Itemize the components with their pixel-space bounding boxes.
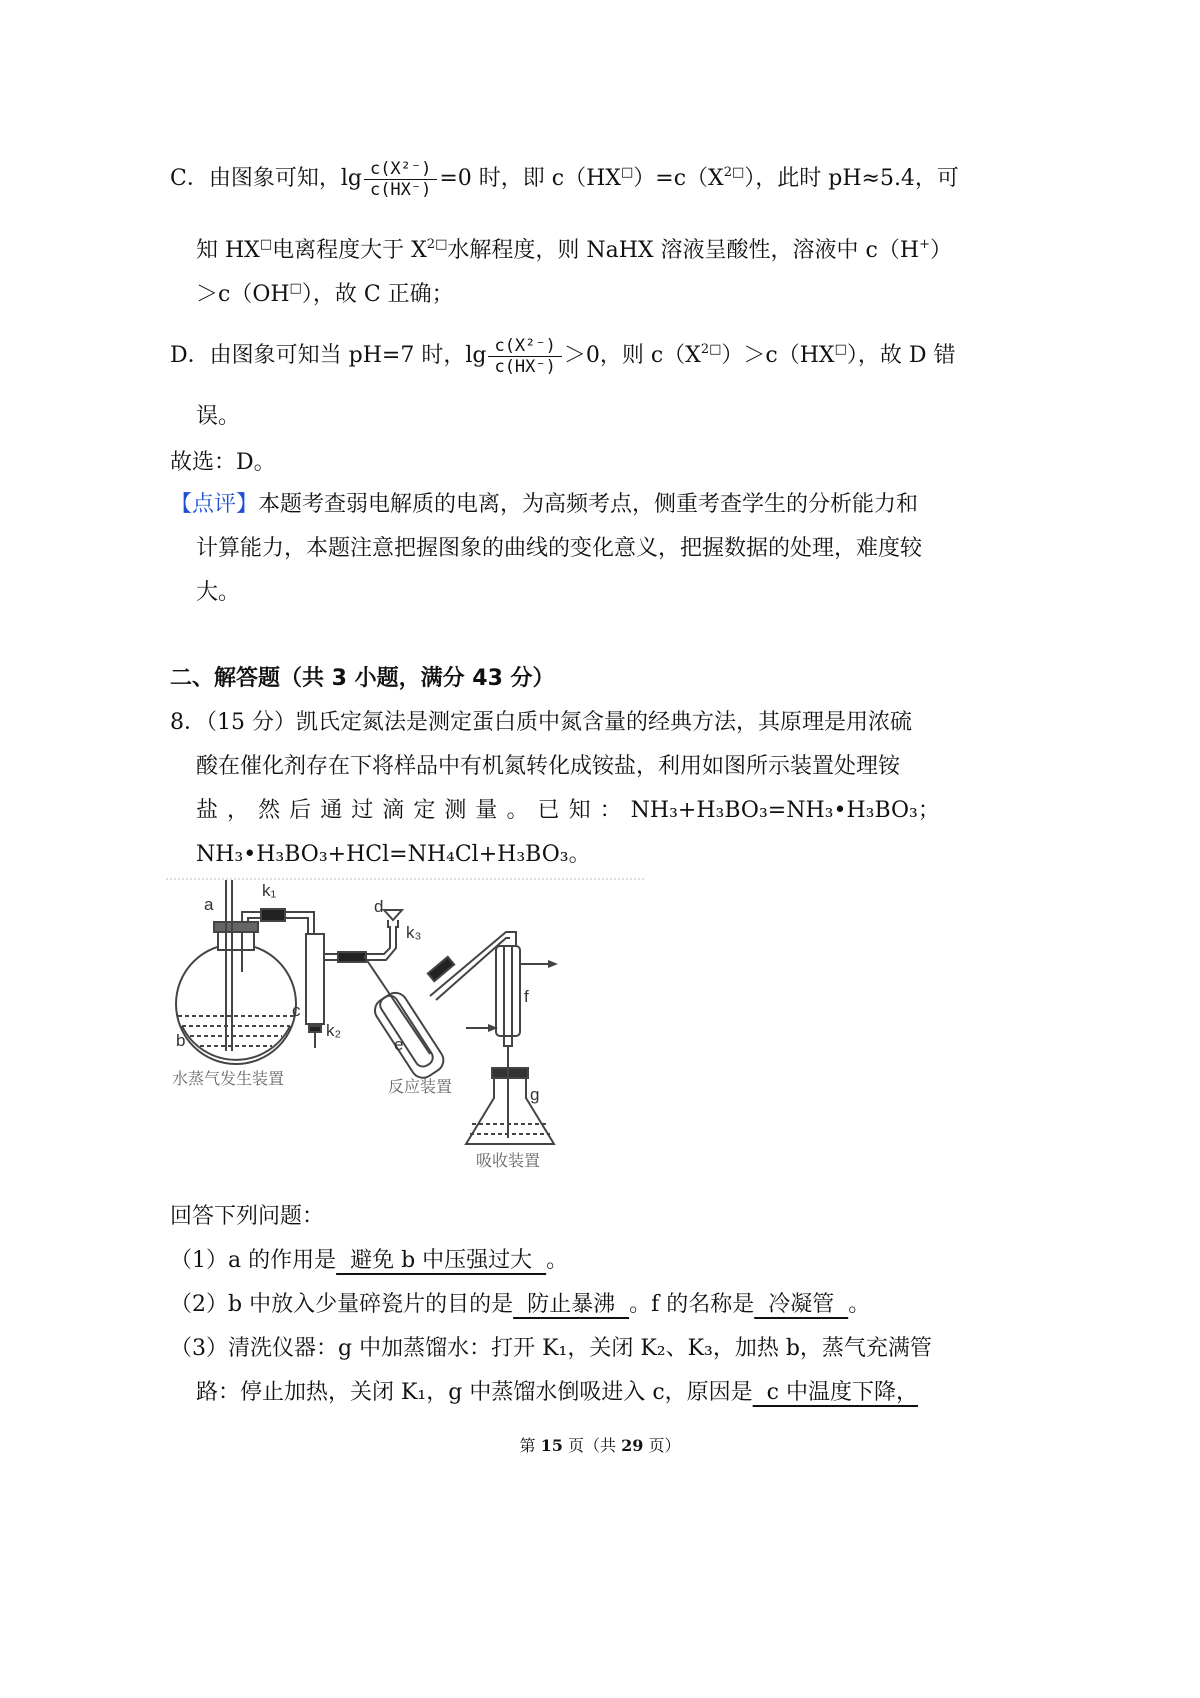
label-f: f xyxy=(524,987,529,1006)
q8-word: 过 xyxy=(351,798,374,823)
label-g: g xyxy=(530,1085,540,1104)
label-k3: k₃ xyxy=(406,923,422,942)
q8-line2: 酸在催化剂存在下将样品中有机氮转化成铵盐，利用如图所示装置处理铵 xyxy=(196,754,901,779)
frac-denominator: c(HX⁻) xyxy=(494,356,556,377)
q8-word: 。 xyxy=(506,798,529,823)
q8-word: 量 xyxy=(475,798,498,823)
section-title: 二、解答题（共 3 小题，满分 43 分） xyxy=(170,666,555,691)
label-k1: k₁ xyxy=(262,881,277,900)
footer-total-pages: 29 xyxy=(621,1436,644,1455)
q1-prompt: （1）a 的作用是 xyxy=(170,1248,337,1273)
option-c-line3: ＞c（OH□），故 C 正确； xyxy=(196,281,454,307)
q8-line3 xyxy=(196,796,940,826)
q8-word: 通 xyxy=(320,798,343,823)
comment-text1: 本题考查弱电解质的电离，为高频考点，侧重考查学生的分析能力和 xyxy=(258,492,919,517)
option-d-label: D．由图象可知当 pH=7 时，lg xyxy=(170,343,487,368)
option-d-line1: D．由图象可知当 pH=7 时，lg $\frac{\text{c(X²⁻)}}{c(HX^-)}$ ＞0，则 $c(X^{2□})>c(HX^□)$，故 D 错 xyxy=(170,335,956,377)
frac-denominator: c(HX⁻) xyxy=(369,179,432,200)
q3-line1: （3）清洗仪器：g 中加蒸馏水：打开 K₁，关闭 K₂、K₃，加热 b，蒸气充满管 xyxy=(170,1336,932,1361)
column-c xyxy=(306,934,324,1024)
q2-prompt: （2）b 中放入少量碎瓷片的目的是 xyxy=(170,1292,514,1317)
q8-word: 盐 xyxy=(196,798,219,823)
comment-tag: 【点评】 xyxy=(170,492,259,517)
q8-line1: 8．（15 分）凯氏定氮法是测定蛋白质中氮含量的经典方法，其原理是用浓硫 xyxy=(170,710,912,735)
label-k2: k₂ xyxy=(326,1021,342,1040)
footer-pre: 第 xyxy=(519,1436,541,1455)
caption-steam-generator: 水蒸气发生装置 xyxy=(172,1071,285,1088)
footer-page-number: 15 xyxy=(540,1436,563,1455)
q8-equation2: NH₃•H₃BO₃+HCl=NH₄Cl+H₃BO₃。 xyxy=(196,842,591,867)
q1-answer: 避免 b 中压强过大 xyxy=(336,1248,547,1273)
q8-word: 后 xyxy=(289,798,312,823)
option-d-rest: ）＞c（HX xyxy=(721,343,835,368)
q1-post: 。 xyxy=(546,1248,569,1273)
q3-line2 xyxy=(196,1378,918,1408)
option-c-line2d: ） xyxy=(929,238,952,263)
option-d-after: ＞0，则 c（X xyxy=(563,343,701,368)
option-d-rest2: ），故 D 错 xyxy=(846,343,956,368)
label-a: a xyxy=(204,895,214,914)
option-c-rest2: ），此时 pH≈5.4，可 xyxy=(744,166,959,191)
comment-line3: 大。 xyxy=(196,580,241,605)
q8-word: 定 xyxy=(413,798,436,823)
label-d: d xyxy=(374,897,384,916)
q8-word: ， xyxy=(227,798,250,823)
caption-absorption: 吸收装置 xyxy=(476,1153,541,1170)
option-c-fraction xyxy=(364,159,437,200)
q2-answer: 防止暴沸 xyxy=(513,1292,630,1317)
option-d-fraction xyxy=(488,336,561,377)
q8-word: 滴 xyxy=(382,798,405,823)
comment-line2: 计算能力，本题注意把握图象的曲线的变化意义，把握数据的处理，难度较 xyxy=(196,536,923,561)
q8-equation1: NH₃+H₃BO₃=NH₃•H₃BO₃； xyxy=(630,798,940,823)
apparatus-figure xyxy=(166,876,646,1176)
answer-line: 故选：D。 xyxy=(170,450,276,475)
condenser-f xyxy=(496,946,520,1036)
footer-post: 页） xyxy=(643,1436,681,1455)
option-c-rest: ）=c（X xyxy=(633,166,724,191)
vessel-e xyxy=(370,988,448,1082)
option-c-line2a: 知 HX xyxy=(196,238,260,263)
label-c: c xyxy=(292,1001,301,1020)
q3-answer: c 中温度下降， xyxy=(752,1380,918,1405)
questions-intro: 回答下列问题： xyxy=(170,1204,325,1229)
q8-word: 然 xyxy=(258,798,281,823)
label-b: b xyxy=(176,1031,186,1050)
q8-word: ： xyxy=(599,798,622,823)
option-d-line2: 误。 xyxy=(196,404,241,429)
option-c-line3a: ＞c（OH xyxy=(196,282,290,307)
q2-mid: 。f 的名称是 xyxy=(629,1292,755,1317)
label-e: e xyxy=(394,1035,404,1054)
option-c-line3b: ），故 C 正确； xyxy=(301,282,454,307)
q2-post: 。 xyxy=(848,1292,871,1317)
caption-reaction: 反应装置 xyxy=(388,1079,453,1096)
frac-numerator: c(X²⁻) xyxy=(364,159,437,180)
comment-line1 xyxy=(170,490,918,520)
q8-word: 知 xyxy=(568,798,591,823)
option-c-line2c: 水解程度，则 NaHX 溶液呈酸性，溶液中 c（H xyxy=(447,238,920,263)
q3-prompt: 路：停止加热，关闭 K₁，g 中蒸馏水倒吸进入 c，原因是 xyxy=(196,1380,753,1405)
q2-answer2: 冷凝管 xyxy=(754,1292,849,1317)
q2-line xyxy=(170,1290,870,1320)
option-c-after: =0 时，即 c（HX xyxy=(439,166,621,191)
q1-line xyxy=(170,1246,568,1276)
page-footer xyxy=(0,1431,1200,1461)
footer-mid: 页（共 xyxy=(562,1436,622,1455)
option-c-line1: C．由图象可知，lg $\frac{\text{c(X²⁻)}}{c(HX^-)}$ =0 时，即 $c(HX^□)=c(X^{2□})$，此时 pH≈5.4，可 xyxy=(170,158,959,200)
option-c-label: C．由图象可知，lg xyxy=(170,166,362,191)
q8-word: 测 xyxy=(444,798,467,823)
option-c-line2: 知 HX□电离程度大于 $X^{2□}$水解程度，则 NaHX 溶液呈酸性，溶液中 c（H+） xyxy=(196,237,952,263)
q8-word: 已 xyxy=(537,798,560,823)
frac-numerator: c(X²⁻) xyxy=(488,336,561,357)
option-c-line2b: 电离程度大于 X xyxy=(272,238,427,263)
